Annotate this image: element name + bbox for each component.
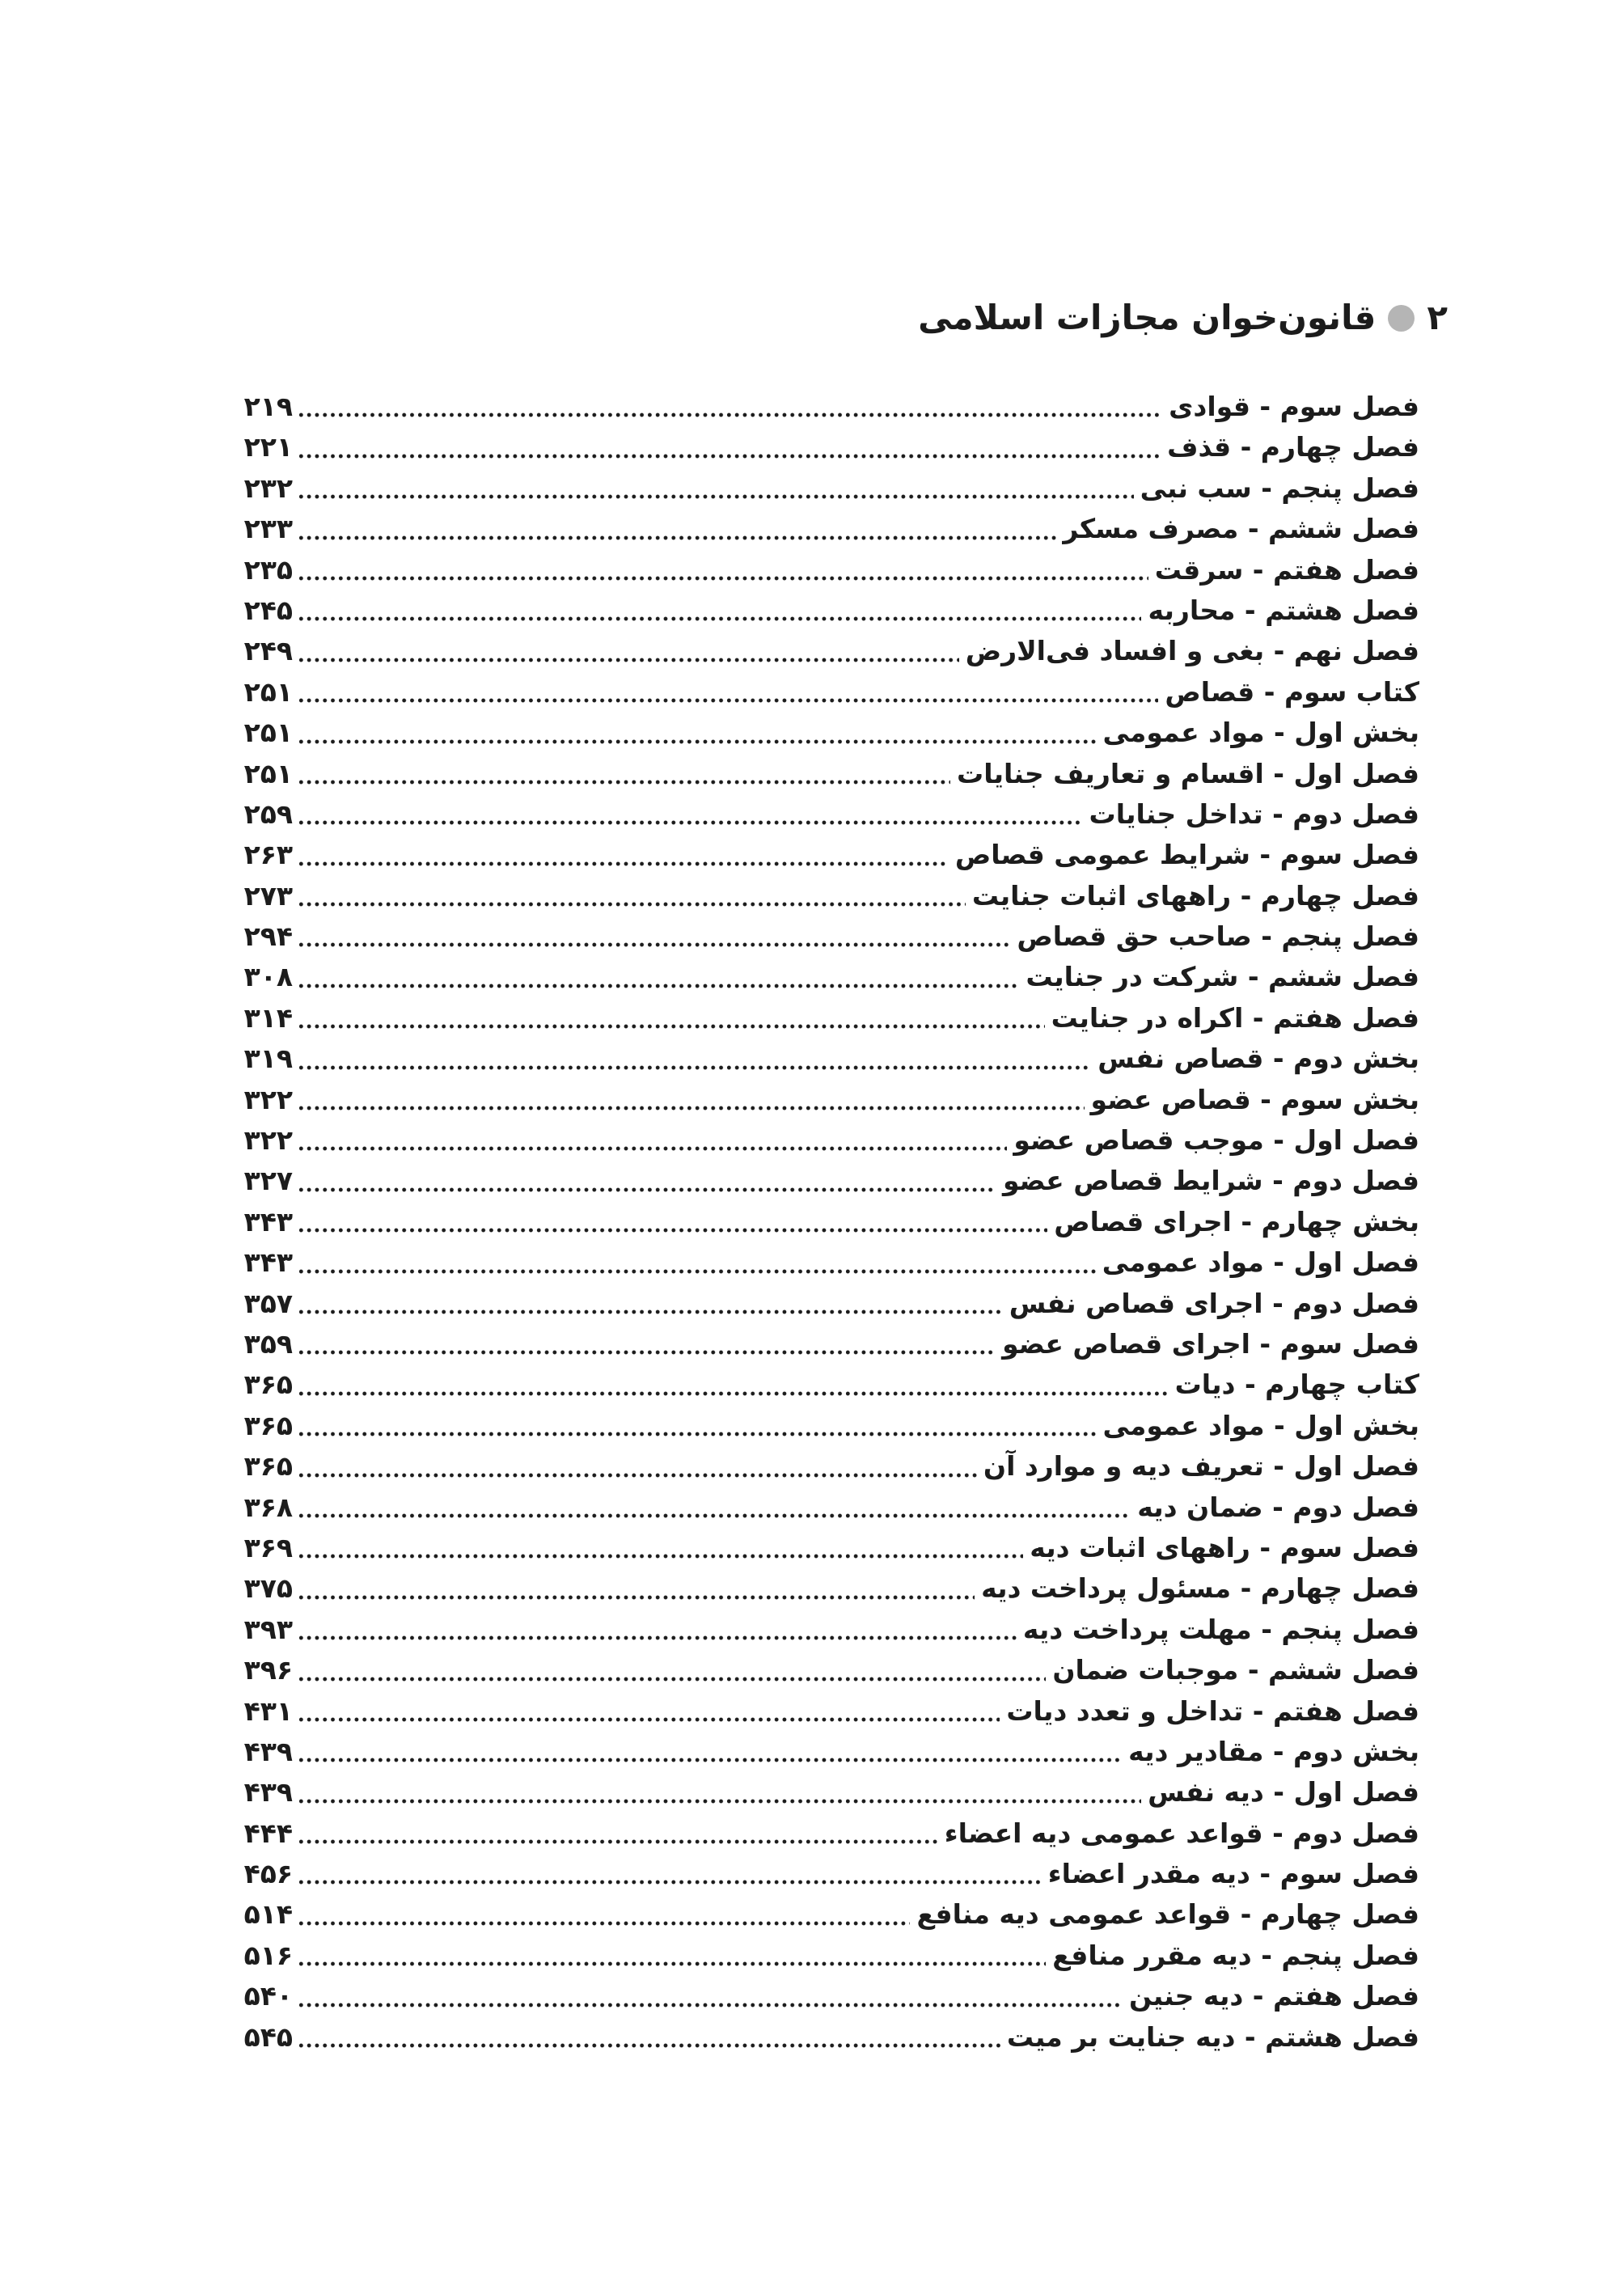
dotted-leader [299,1799,1141,1804]
toc-entry-page-number: ۲۱۹ [243,391,293,422]
dotted-leader [299,1228,1047,1233]
toc-entry-page-number: ۴۵۶ [243,1858,293,1890]
dotted-leader [299,1391,1169,1396]
toc-row [243,1364,1419,1405]
dotted-leader [299,698,1158,703]
toc-entry-title: فصل سوم - دیه مقدر اعضاء [1047,1858,1419,1890]
dotted-leader [299,1839,938,1844]
toc-entry-title: فصل سوم - قوادی [1169,391,1419,422]
dotted-leader [299,1309,1003,1314]
toc-entry-title: فصل سوم - راههای اثبات دیه [1030,1531,1419,1563]
dotted-leader [299,1024,1045,1029]
toc-entry-title: فصل اول - دیه نفس [1148,1776,1419,1809]
toc-entry-page-number: ۲۲۱ [243,431,293,463]
toc-row [243,1080,1419,1120]
toc-entry-title: فصل هفتم - اکراه در جنایت [1051,1001,1419,1034]
toc-entry-title: بخش چهارم - اجرای قصاص [1054,1205,1419,1237]
toc-entry-title: بخش دوم - قصاص نفس [1097,1043,1419,1075]
toc-row [243,1813,1419,1854]
toc-entry-title: فصل پنجم - مهلت پرداخت دیه [1022,1613,1419,1645]
toc-entry-page-number: ۳۱۴ [243,1001,293,1034]
dotted-leader [299,739,1097,744]
toc-entry-page-number: ۳۵۷ [243,1287,293,1319]
toc-row [243,794,1419,835]
toc-row [243,1487,1419,1528]
toc-entry-title: کتاب چهارم - دیات [1174,1369,1419,1401]
toc-entry-page-number: ۲۶۳ [243,839,293,871]
dotted-leader [299,1921,910,1926]
dotted-leader [299,861,949,866]
toc-entry-page-number: ۳۷۵ [243,1572,293,1605]
toc-row [243,1894,1419,1935]
toc-entry-title: فصل هشتم - دیه جنایت بر میت [1006,2020,1419,2053]
toc-row [243,631,1419,671]
toc-entry-title: کتاب سوم - قصاص [1165,675,1419,708]
toc-entry-title: فصل چهارم - مسئول پرداخت دیه [981,1572,1419,1605]
page-header [918,298,1448,338]
toc-entry-title: فصل اول - مواد عمومی [1102,1246,1419,1279]
dotted-leader [299,1106,1085,1111]
toc-entry-page-number: ۲۷۳ [243,879,293,912]
toc-entry-page-number: ۳۶۸ [243,1491,293,1523]
dotted-leader [299,780,950,785]
toc-entry-page-number: ۲۹۴ [243,920,293,953]
dotted-leader [299,494,1134,499]
toc-row [243,876,1419,916]
toc-row [243,468,1419,509]
toc-entry-title: فصل چهارم - قذف [1167,431,1419,463]
dotted-leader [299,1187,996,1192]
dotted-leader [299,984,1019,988]
dotted-leader [299,1677,1046,1682]
toc-row [243,1976,1419,2016]
dotted-leader [299,1065,1091,1070]
toc-entry-title: فصل هفتم - تداخل و تعدد دیات [1006,1694,1419,1727]
toc-entry-page-number: ۳۲۲ [243,1124,293,1157]
toc-entry-page-number: ۳۴۳ [243,1205,293,1237]
toc-row [243,1161,1419,1201]
toc-entry-page-number: ۳۶۵ [243,1409,293,1441]
toc-row [243,1650,1419,1690]
dotted-leader [299,1513,1131,1518]
toc-row [243,1120,1419,1161]
toc-row [243,1284,1419,1324]
toc-entry-title: فصل هفتم - دیه جنین [1129,1980,1419,2012]
dotted-leader [299,1880,1042,1885]
toc-entry-title: فصل ششم - شرکت در جنایت [1026,961,1419,993]
toc-entry-title: فصل دوم - قواعد عمومی دیه اعضاء [944,1817,1419,1849]
dotted-leader [299,1635,1017,1640]
toc-entry-page-number: ۳۶۹ [243,1531,293,1563]
toc-list [243,387,1419,2058]
toc-row [243,1446,1419,1487]
toc-row [243,754,1419,794]
dotted-leader [299,1961,1046,1966]
toc-entry-page-number: ۲۴۹ [243,635,293,667]
toc-row [243,1610,1419,1650]
toc-entry-title: فصل پنجم - دیه مقرر منافع [1052,1939,1419,1971]
toc-entry-title: فصل چهارم - قواعد عمومی دیه منافع [916,1898,1419,1931]
toc-entry-page-number: ۳۶۵ [243,1369,293,1401]
dotted-leader [299,412,1162,417]
toc-entry-page-number: ۳۵۹ [243,1327,293,1360]
header-page-number: ۲ [1427,298,1448,337]
toc-entry-title: فصل دوم - تداخل جنایات [1089,797,1419,830]
toc-entry-title: فصل اول - تعریف دیه و موارد آن [983,1450,1419,1483]
toc-row [243,998,1419,1039]
toc-entry-page-number: ۴۳۹ [243,1776,293,1809]
toc-entry-title: فصل پنجم - سب نبی [1140,472,1419,504]
toc-row [243,835,1419,875]
toc-entry-title: فصل هشتم - محاربه [1148,594,1419,626]
toc-row [243,1854,1419,1894]
toc-row [243,1568,1419,1609]
toc-row [243,1772,1419,1813]
toc-row [243,1406,1419,1446]
toc-entry-page-number: ۲۳۵ [243,553,293,586]
toc-row [243,387,1419,427]
toc-row [243,713,1419,753]
dotted-leader [299,535,1056,540]
dotted-leader [299,576,1148,581]
toc-entry-title: بخش اول - مواد عمومی [1102,1409,1419,1441]
toc-row [243,509,1419,549]
toc-row [243,672,1419,713]
toc-entry-page-number: ۲۵۱ [243,717,293,749]
toc-entry-title: فصل سوم - اجرای قصاص عضو [1002,1327,1419,1360]
toc-entry-title: فصل دوم - شرایط قصاص عضو [1002,1165,1419,1197]
toc-entry-page-number: ۵۴۵ [243,2020,293,2053]
toc-entry-page-number: ۳۰۸ [243,961,293,993]
toc-row [243,1324,1419,1364]
toc-row [243,916,1419,957]
dotted-leader [299,1350,996,1355]
toc-entry-page-number: ۲۵۹ [243,797,293,830]
dotted-leader [299,820,1083,825]
toc-entry-page-number: ۳۹۶ [243,1654,293,1686]
toc-entry-page-number: ۴۳۹ [243,1735,293,1767]
toc-row [243,957,1419,997]
toc-entry-page-number: ۲۵۱ [243,675,293,708]
toc-entry-page-number: ۳۴۳ [243,1246,293,1279]
toc-row [243,550,1419,590]
toc-entry-page-number: ۲۳۲ [243,472,293,504]
toc-row [243,1732,1419,1772]
toc-row [243,1202,1419,1242]
toc-entry-page-number: ۲۳۳ [243,513,293,545]
toc-entry-title: بخش سوم - قصاص عضو [1090,1083,1419,1115]
toc-row [243,2017,1419,2058]
toc-row [243,1691,1419,1732]
toc-row [243,427,1419,467]
toc-entry-title: فصل سوم - شرایط عمومی قصاص [954,839,1419,871]
dotted-leader [299,1595,975,1600]
toc-entry-page-number: ۳۶۵ [243,1450,293,1483]
dotted-leader [299,1269,1096,1274]
toc-entry-title: فصل اول - اقسام و تعاریف جنایات [957,757,1419,789]
toc-row [243,590,1419,631]
dotted-leader [299,2043,1000,2048]
dotted-leader [299,616,1141,621]
dotted-leader [299,1554,1023,1559]
dotted-leader [299,1432,1097,1436]
dotted-leader [299,1717,1000,1722]
toc-entry-title: فصل ششم - موجبات ضمان [1052,1654,1419,1686]
toc-entry-title: فصل نهم - بغی و افساد فی‌الارض [965,635,1419,667]
dotted-leader [299,454,1161,459]
toc-entry-page-number: ۳۹۳ [243,1613,293,1645]
toc-entry-page-number: ۴۳۱ [243,1694,293,1727]
toc-row [243,1936,1419,1976]
toc-entry-title: بخش دوم - مقادیر دیه [1128,1735,1419,1767]
dotted-leader [299,902,966,907]
book-title: قانون‌خوان مجازات اسلامی [918,298,1377,337]
toc-entry-page-number: ۴۴۴ [243,1817,293,1849]
toc-entry-page-number: ۲۴۵ [243,594,293,626]
toc-entry-title: فصل ششم - مصرف مسکر [1063,513,1419,545]
toc-row [243,1242,1419,1283]
toc-entry-page-number: ۳۲۲ [243,1083,293,1115]
circle-bullet-icon [1388,305,1415,332]
toc-entry-title: فصل پنجم - صاحب حق قصاص [1017,920,1419,953]
toc-entry-page-number: ۵۴۰ [243,1980,293,2012]
dotted-leader [299,2003,1123,2007]
toc-row [243,1528,1419,1568]
dotted-leader [299,1758,1122,1762]
toc-entry-title: فصل هفتم - سرقت [1154,553,1419,586]
dotted-leader [299,1473,977,1478]
toc-entry-page-number: ۳۲۷ [243,1165,293,1197]
toc-entry-title: فصل دوم - ضمان دیه [1137,1491,1419,1523]
toc-entry-page-number: ۵۱۶ [243,1939,293,1971]
dotted-leader [299,1146,1007,1151]
dotted-leader [299,658,959,662]
toc-entry-title: فصل اول - موجب قصاص عضو [1013,1124,1419,1157]
toc-entry-page-number: ۵۱۴ [243,1898,293,1931]
dotted-leader [299,942,1010,947]
toc-entry-title: فصل دوم - اجرای قصاص نفس [1009,1287,1419,1319]
toc-entry-page-number: ۲۵۱ [243,757,293,789]
toc-row [243,1039,1419,1079]
toc-entry-page-number: ۳۱۹ [243,1043,293,1075]
toc-entry-title: بخش اول - مواد عمومی [1102,717,1419,749]
toc-entry-title: فصل چهارم - راههای اثبات جنایت [971,879,1419,912]
